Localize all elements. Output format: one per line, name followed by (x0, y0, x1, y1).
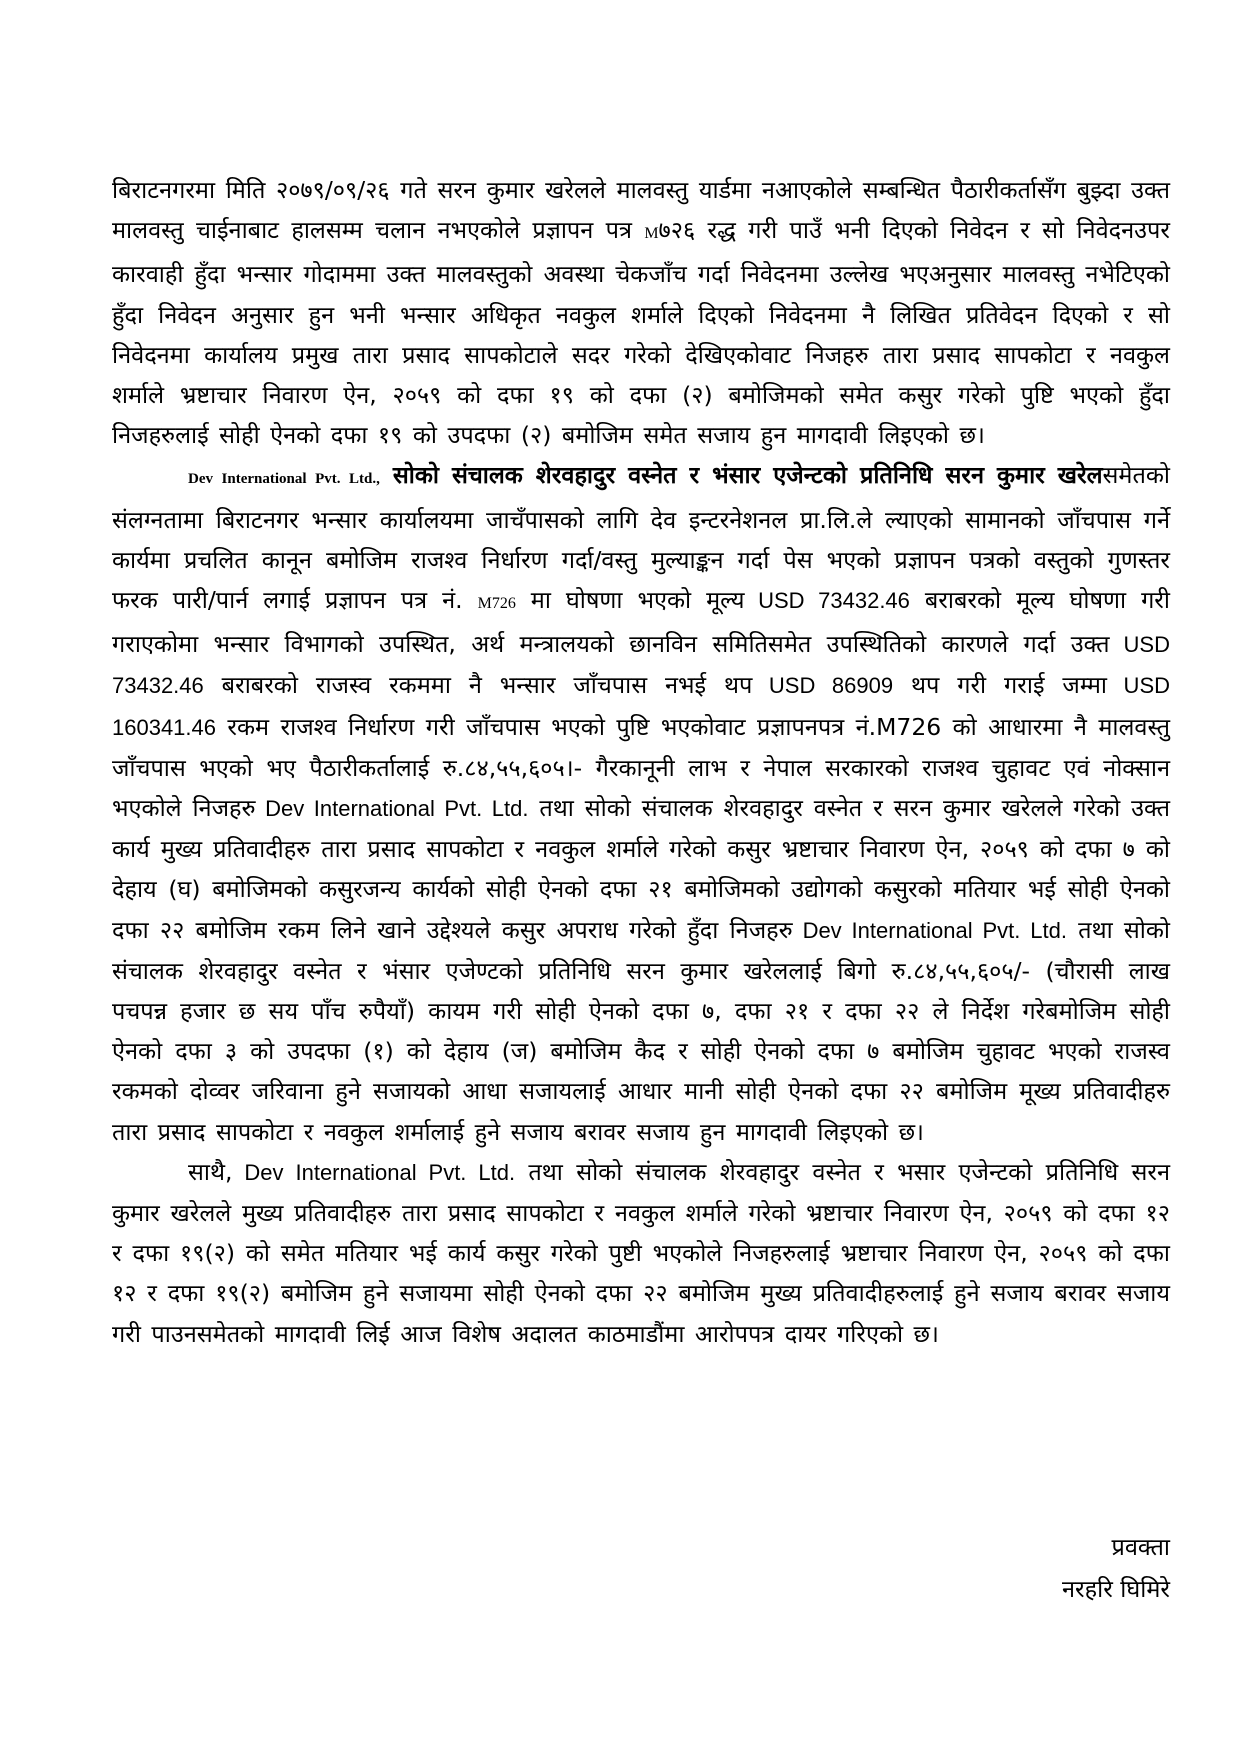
company-name-2: Dev International Pvt. Ltd. (255, 796, 529, 822)
usd-amount-4: USD 160341.46 (112, 673, 1171, 740)
signature-name: नरहरि घिमिरे (1061, 1575, 1170, 1603)
usd-amount-2: USD 73432.46 (112, 632, 1170, 699)
paragraph-2-c: बराबरको मूल्य घोषणा गरी गराएकोमा भन्सार विभागको उपस्थित, अर्थ मन्त्रालयको छानविन समितिसमेत उपस्थितिको कारणले गर्दा उक्त (112, 586, 1170, 659)
paragraph-3-a: साथै, (188, 1157, 233, 1186)
paragraph-2 (112, 455, 1170, 1151)
paragraph-1-text: बिराटनगरमा मिति २०७९/०९/२६ गते सरन कुमार खरेलले मालवस्तु यार्डमा नआएकोले सम्बन्धित पैठारीकर्तासँग बुझ्दा उक्त मालवस्तु चाईनाबाट हालसम्म चलान नभएकोले प्रज्ञापन पत्र (112, 176, 1170, 245)
document-page (112, 170, 1171, 1603)
paragraph-2-d: बराबरको राजस्व रकममा नै भन्सार जाँचपास नभई थप (203, 671, 753, 700)
company-name-3: Dev International Pvt. Ltd. (792, 917, 1067, 943)
paragraph-2-h: तथा सोको संचालक शेरवहादुर वस्नेत र भंसार एजेण्टको प्रतिनिधि सरन कुमार खरेललाई बिगो रु.८४,५५,६०५/- (चौरासी लाख पचपन्न हजार छ सय पाँच रुपैयाँ) कायम गरी सोही ऐनको दफा ७, दफा २१ र दफा २२ ले निर्देश गरेबमोजिम सोही ऐनको दफा ३ को उपदफा (१) को देहाय (ज) बमोजिम कैद र सोही ऐनको दफा ७ बमोजिम चुहावट भएको राजस्व रकमको दोव्वर जरिवाना हुने सजायको आधा सजायलाई आधार मानी सोही ऐनको दफा २२ बमोजिम मूख्य प्रतिवादीहरु तारा प्रसाद सापकोटा र नवकुल शर्मा‍लाई हुने सजाय बरावर सजाय हुन मागदावी लिइएको छ। (112, 915, 1170, 1146)
paragraph-2-b: मा घोषणा भएको मूल्य (515, 586, 745, 615)
paragraph-1-code: M (644, 225, 659, 243)
paragraph-1-rest: रद्ध गरी पाउँ भनी दिएको निवेदन र सो निवेदनउपर कारवाही हुँदा भन्सार गोदाममा उक्त मालवस्तुको अवस्था चेकजाँच गर्दा निवेदनमा उल्लेख भएअनुसार मालवस्तु नभेटिएको हुँदा निवेदन अनुसार हुन भनी भन्सार अधिकृत नवकुल शर्मा‍ले दिएको निवेदनमा नै लिखित प्रतिवेदन दिएको र सो निवेदनमा कार्यालय प्रमुख तारा प्रसाद सापकोटाले सदर गरेको देखिएकोवाट निजहरु तारा प्रसाद सापकोटा र नवकुल शर्मा‍ले भ्रष्टाचार निवारण ऐन, २०५९ को दफा १९ को दफा (२) बमोजिमको समेत कसुर गरेको पुष्टि भएको हुँदा निजहरुलाई सोही ऐनको दफा १९ को उपदफा (२) बमोजिम समेत सजाय हुन मागदावी लिइएको छ। (112, 216, 1170, 450)
usd-amount-1: USD 73432.46 (744, 588, 910, 614)
company-name-4: Dev International Pvt. Ltd. (232, 1159, 516, 1185)
usd-amount-3: USD 86909 (752, 673, 894, 699)
paragraph-3-b: तथा सोको संचालक शेरवहादुर वस्नेत र भसार एजेन्टको प्रतिनिधि सरन कुमार खरेलले मुख्य प्रतिवादीहरु तारा प्रसाद सापकोटा र नवकुल शर्मा‍ले गरेको भ्रष्टाचार निवारण ऐन, २०५९ को दफा १२ र दफा १९(२) को समेत मतियार भई कार्य कसुर गरेको पुष्टी भएकोले निजहरुलाई भ्रष्टाचार निवारण ऐन, २०५९ को दफा १२ र दफा १९(२) बमोजिम हुने सजायमा सोही ऐनको दफा २२ बमोजिम मुख्य प्रतिवादीहरुलाई हुने सजाय बरावर सजाय गरी पाउनसमेतको मागदावी लिई आज विशेष अदालत काठमाडौंमा आरोपपत्र दायर गरिएको छ। (112, 1157, 1170, 1348)
declaration-code: M726 (477, 595, 516, 613)
company-name: Dev International Pvt. Ltd., (188, 471, 380, 488)
paragraph-1 (112, 170, 1170, 455)
paragraph-2-e: थप गरी गराई जम्मा (893, 671, 1108, 700)
signature-block (1062, 1526, 1170, 1610)
paragraph-1-code-num: ७२६ (658, 216, 696, 245)
paragraph-2-f: रकम राजश्व निर्धारण गरी जाँचपास भएको पुष्टि भएकोवाट प्रज्ञापनपत्र नं.M726 को आधारमा नै मालवस्तु जाँचपास भएको भए पैठारीकर्तालाई रु.८४,५५,६०५।- गैरकानूनी लाभ र नेपाल सरकारको राजश्व चुहावट एवं नोक्सान भएकोले निजहरु (112, 712, 1170, 823)
paragraph-3 (112, 1152, 1170, 1354)
paragraph-2-g: तथा सोको संचालक शेरवहादुर वस्नेत र सरन कुमार खरेलले गरेको उक्त कार्य मुख्य प्रतिवादीहरु तारा प्रसाद सापकोटा र नवकुल शर्मा‍ले गरेको कसुर भ्रष्टाचार निवारण ऐन, २०५९ को दफा ७ को देहाय (घ) बमोजिमको कसुरजन्य कार्यको सोही ऐनको दफा २१ बमोजिमको उद्योगको कसुरको मतियार भई सोही ऐनको दफा २२ बमोजिम रकम लिने खाने उद्देश्यले कसुर अपराध गरेको हुँदा निजहरु (112, 794, 1170, 944)
paragraph-2-a: समेतको संलग्नतामा बिराटनगर भन्सार कार्यालयमा जाचँपासको लागि देव इन्टरनेशनल प्रा.लि.ले ल्याएको सामानको जाँचपास गर्ने कार्यमा प्रचलित कानून बमोजिम राजश्व निर्धारण गर्दा/वस्तु मुल्याङ्कन गर्दा पेस भएको प्रज्ञापन पत्रको वस्तुको गुणस्तर फरक पारी/पार्न लगाई प्रज्ञापन पत्र नं. (112, 461, 1171, 615)
paragraph-2-bold: सोको संचालक शेरवहादुर वस्नेत र भंसार एजेन्टको प्रतिनिधि सरन कुमार खरेल (379, 461, 1103, 490)
signature-title: प्रवक्ता (1111, 1533, 1170, 1561)
